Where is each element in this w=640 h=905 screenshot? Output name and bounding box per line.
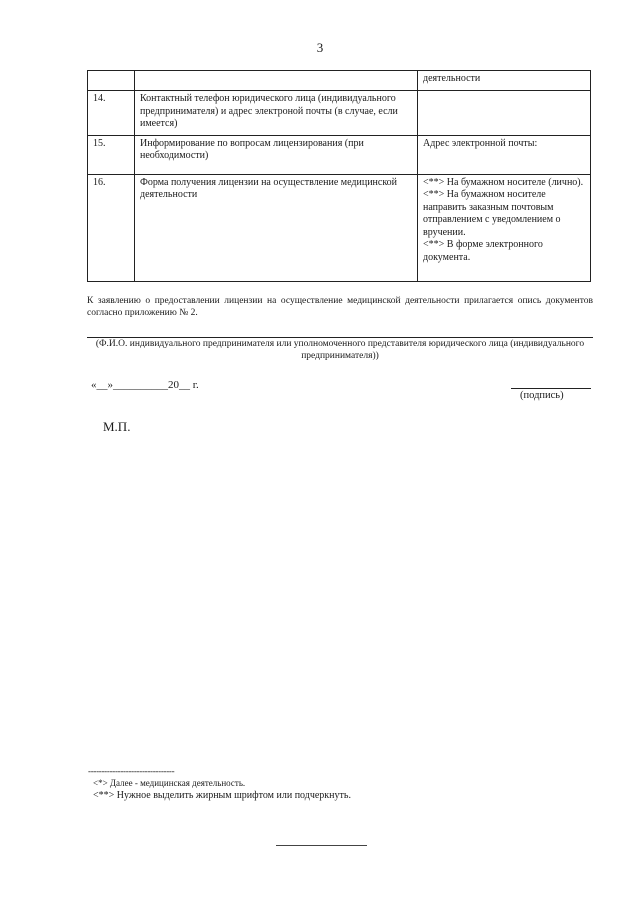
field-cell: Контактный телефон юридического лица (индивидуального предпринимателя) и адрес электроной почты (в случае, если имеется) <box>135 91 418 136</box>
signature-line <box>511 388 591 389</box>
date-line: «__»__________20__ г. <box>91 379 199 391</box>
footnote-item: <*> Далее - медицинская деятельность. <box>93 778 246 788</box>
signatory-caption: (Ф.И.О. индивидуального предпринимателя или уполномоченного представителя юридического лица (индивидуального предпринимателя)) <box>95 339 585 361</box>
field-cell <box>135 71 418 91</box>
field-cell: Информирование по вопросам лицензирования (при необходимости) <box>135 135 418 174</box>
value-cell: деятельности <box>418 71 591 91</box>
footnote-item: <**> Нужное выделить жирным шрифтом или подчеркнуть. <box>93 790 351 801</box>
table-row <box>88 71 591 91</box>
row-number-cell: 16. <box>88 174 135 281</box>
stamp-label: М.П. <box>103 419 131 434</box>
table-row <box>88 135 591 174</box>
license-option-paper-mail: <**> На бумажном носителе направить заказным почтовым отправлением с уведомлением о вручении. <box>423 189 561 238</box>
table-row <box>88 174 591 281</box>
value-cell: Адрес электронной почты: <box>418 135 591 174</box>
bottom-divider <box>276 845 367 846</box>
signature-caption: (подпись) <box>520 390 564 401</box>
license-option-electronic: <**> В форме электронного документа. <box>423 239 543 263</box>
value-cell <box>418 174 591 281</box>
row-number-cell: 14. <box>88 91 135 136</box>
field-cell: Форма получения лицензии на осуществление медицинской деятельности <box>135 174 418 281</box>
signatory-name-line <box>87 337 593 338</box>
row-number-cell: 15. <box>88 135 135 174</box>
footnote-separator: -------------------------------- <box>88 766 175 776</box>
license-option-paper-personal: <**> На бумажном носителе (лично). <box>423 176 584 188</box>
table-row <box>88 91 591 136</box>
page-number: 3 <box>316 40 324 55</box>
application-table <box>87 70 591 282</box>
row-number-cell <box>88 71 135 91</box>
value-cell <box>418 91 591 136</box>
attachment-note: К заявлению о предоставлении лицензии на осуществление медицинской деятельности прилагается опись документов согласно приложению № 2. <box>87 296 593 318</box>
